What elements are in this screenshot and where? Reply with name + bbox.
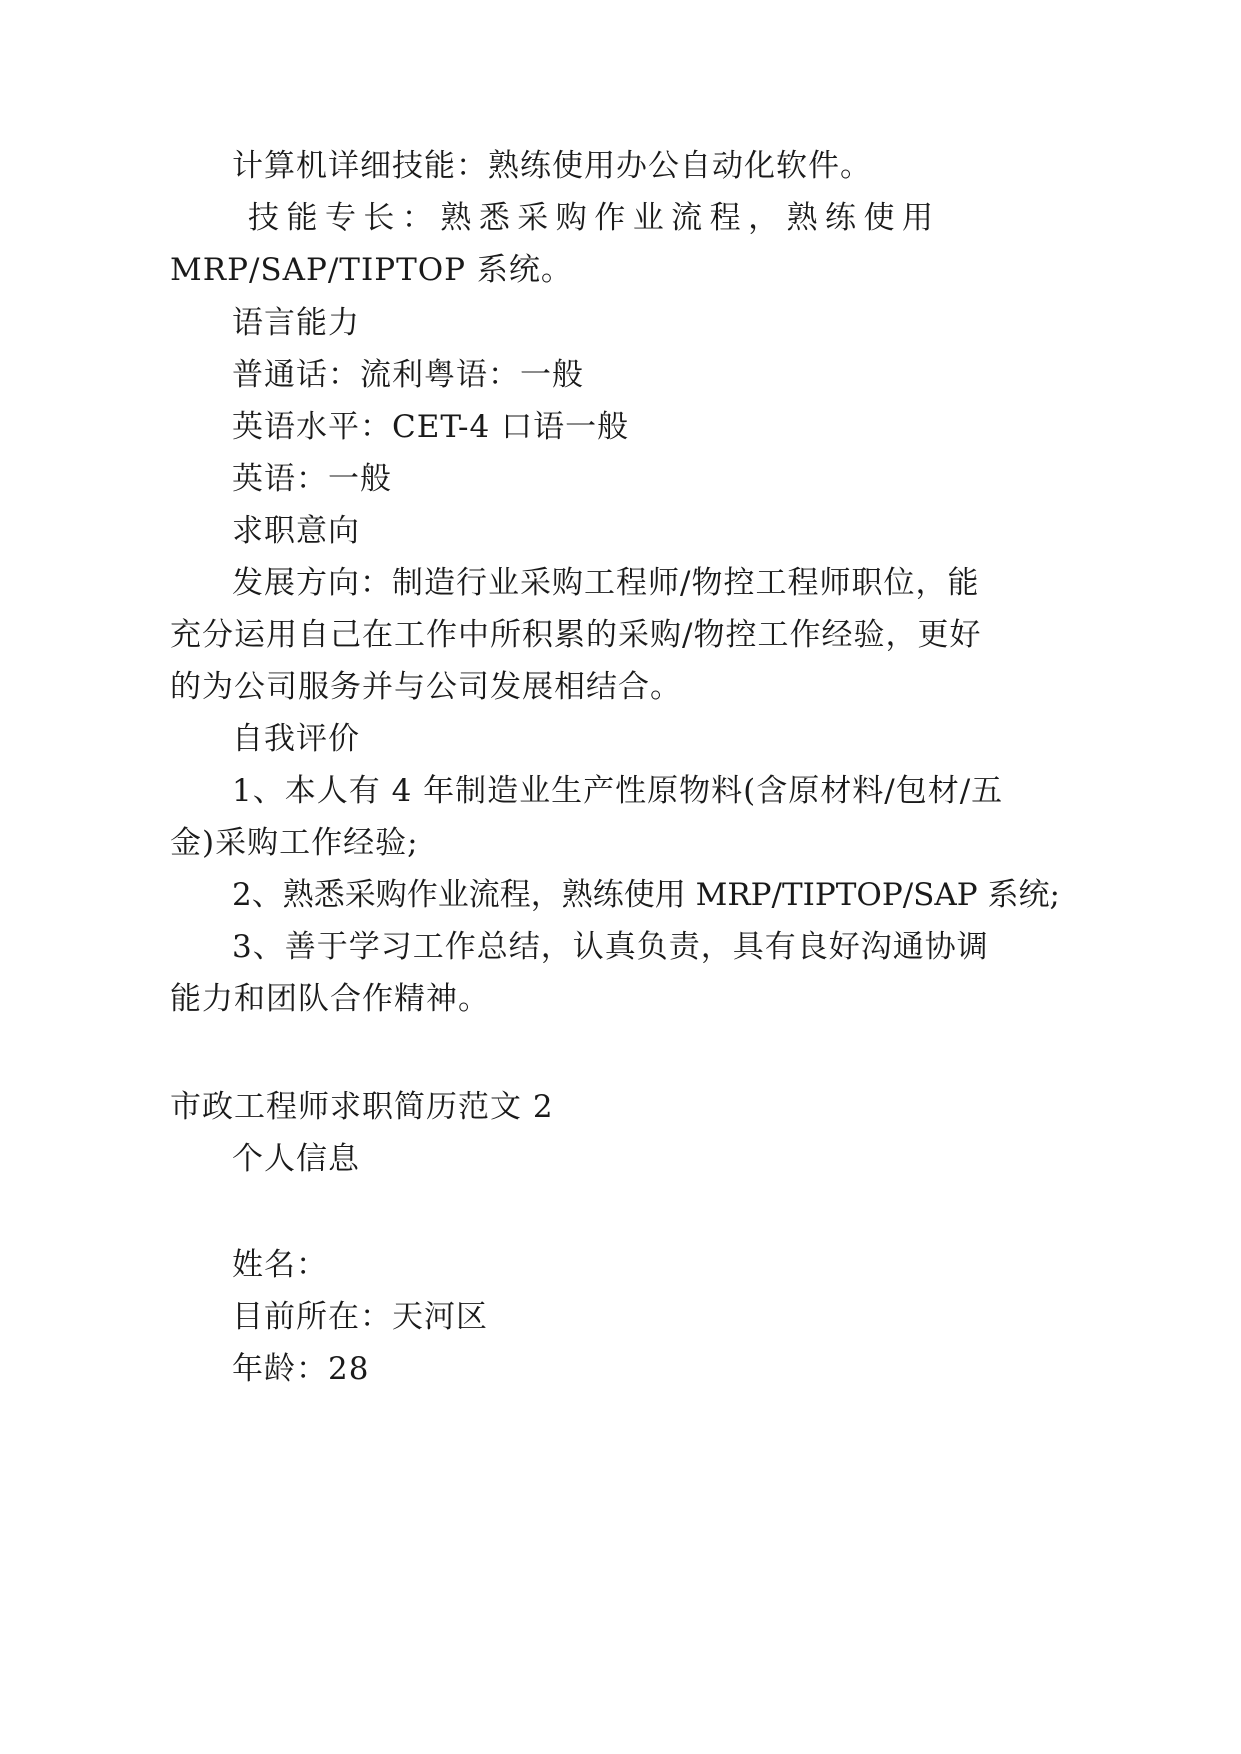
evaluation-item-3-line-1: 3、善于学习工作总结，认真负责，具有良好沟通协调	[232, 929, 989, 965]
age-field: 年龄：28	[232, 1351, 370, 1387]
intention-heading: 求职意向	[232, 513, 360, 549]
mandarin-line: 普通话：流利粤语：一般	[232, 357, 584, 393]
personal-info-heading: 个人信息	[232, 1141, 360, 1177]
resume-title: 市政工程师求职简历范文 2	[170, 1089, 554, 1125]
evaluation-item-1-line-1: 1、本人有 4 年制造业生产性原物料(含原材料/包材/五	[232, 773, 1004, 809]
text-char: 能	[286, 200, 319, 236]
text-char: 用	[901, 200, 934, 236]
text-char: 长	[363, 200, 396, 236]
text-char: 程	[709, 200, 742, 236]
intention-line-1: 发展方向：制造行业采购工程师/物控工程师职位，能	[232, 565, 980, 601]
specialty-line-1	[248, 198, 934, 238]
text-char: 采	[517, 200, 550, 236]
intention-line-3: 的为公司服务并与公司发展相结合。	[170, 669, 682, 705]
text-char: 悉	[478, 200, 511, 236]
text-char: ：	[401, 200, 434, 236]
evaluation-item-3-line-2: 能力和团队合作精神。	[170, 981, 490, 1017]
text-char: 业	[632, 200, 665, 236]
text-char: 流	[671, 200, 704, 236]
name-field: 姓名：	[232, 1247, 328, 1283]
specialty-line-2: MRP/SAP/TIPTOP 系统。	[170, 252, 573, 288]
text-char: 熟	[786, 200, 819, 236]
english-line: 英语：一般	[232, 461, 392, 497]
location-field: 目前所在：天河区	[232, 1299, 488, 1335]
text-char: 练	[825, 200, 858, 236]
text-char: 使	[863, 200, 896, 236]
text-char: 购	[555, 200, 588, 236]
english-level-line: 英语水平：CET-4 口语一般	[232, 409, 630, 445]
evaluation-item-1-line-2: 金)采购工作经验;	[170, 825, 419, 861]
evaluation-item-2: 2、熟悉采购作业流程，熟练使用 MRP/TIPTOP/SAP 系统;	[232, 877, 1060, 913]
text-char: 熟	[440, 200, 473, 236]
language-heading: 语言能力	[232, 305, 360, 341]
text-char: 技	[248, 200, 280, 236]
text-char: 专	[324, 200, 357, 236]
computer-skills-line: 计算机详细技能：熟练使用办公自动化软件。	[232, 148, 872, 184]
text-char: ，	[748, 200, 781, 236]
self-evaluation-heading: 自我评价	[232, 721, 360, 757]
text-char: 作	[594, 200, 627, 236]
intention-line-2: 充分运用自己在工作中所积累的采购/物控工作经验，更好	[170, 617, 982, 653]
